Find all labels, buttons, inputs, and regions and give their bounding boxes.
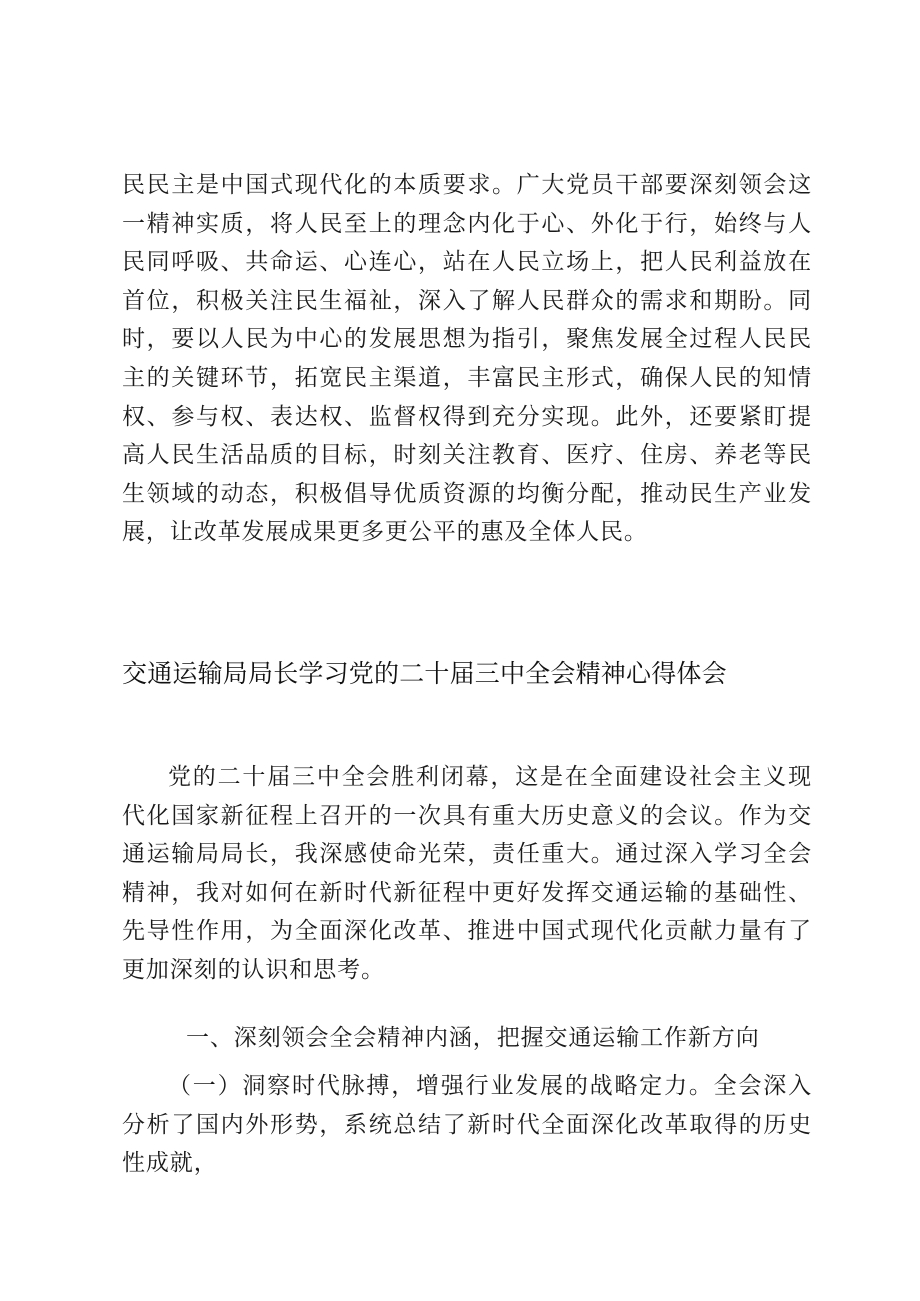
- document-title: 交通运输局局长学习党的二十届三中全会精神心得体会: [122, 659, 727, 688]
- sub-section-paragraph: （一）洞察时代脉搏，增强行业发展的战略定力。全会深入分析了国内外形势，系统总结了新时代全面深化改革取得的历史性成就，: [122, 1073, 812, 1177]
- body-paragraph-people-democracy: 民民主是中国式现代化的本质要求。广大党员干部要深刻领会这一精神实质，将人民至上的理念内化于心、外化于行，始终与人民同呼吸、共命运、心连心，站在人民立场上，把人民利益放在首位，积极关注民生福祉，深入了解人民群众的需求和期盼。同时，要以人民为中心的发展思想为指引，聚焦发展全过程人民民主的关键环节，拓宽民主渠道，丰富民主形式，确保人民的知情权、参与权、表达权、监督权得到充分实现。此外，还要紧盯提高人民生活品质的目标，时刻关注教育、医疗、住房、养老等民生领域的动态，积极倡导优质资源的均衡分配，推动民生产业发展，让改革发展成果更多更公平的惠及全体人民。: [122, 172, 812, 546]
- section-heading: 一、深刻领会全会精神内涵，把握交通运输工作新方向: [186, 1025, 760, 1051]
- intro-paragraph: 党的二十届三中全会胜利闭幕，这是在全面建设社会主义现代化国家新征程上召开的一次具有重大历史意义的会议。作为交通运输局局长，我深感使命光荣，责任重大。通过深入学习全会精神，我对如何在新时代新征程中更好发挥交通运输的基础性、先导性作用，为全面深化改革、推进中国式现代化贡献力量有了更加深刻的认识和思考。: [122, 764, 812, 983]
